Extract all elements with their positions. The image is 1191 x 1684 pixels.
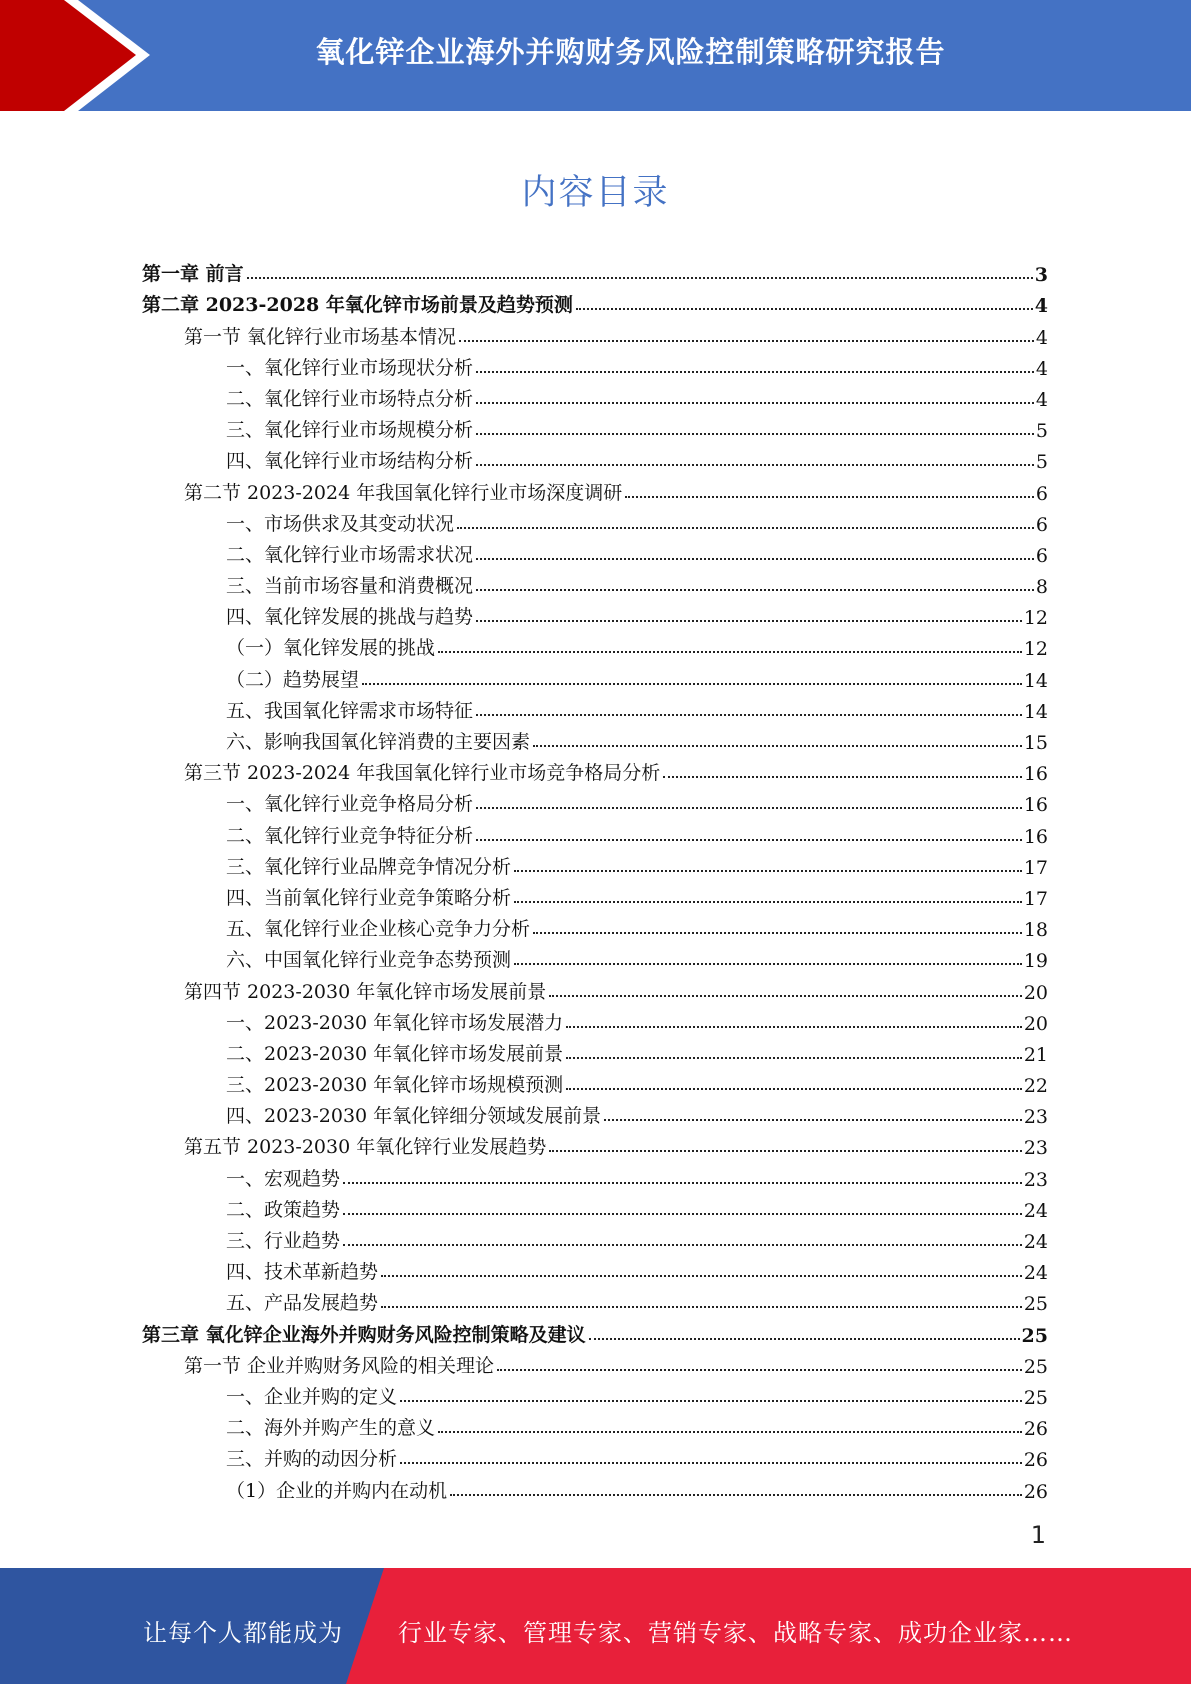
toc-entry[interactable]: [142, 910, 1048, 941]
toc-entry[interactable]: [142, 1284, 1048, 1315]
toc-leader-dots: [476, 714, 1022, 716]
toc-entry-label: （一）氧化锌发展的挑战: [226, 637, 436, 660]
toc-leader-dots: [400, 1462, 1022, 1464]
toc-entry[interactable]: [142, 1035, 1048, 1066]
toc-entry-label: 四、2023-2030 年氧化锌细分领域发展前景: [226, 1105, 602, 1128]
toc-leader-dots: [576, 308, 1033, 310]
toc-entry-label: 一、氧化锌行业市场现状分析: [226, 356, 474, 379]
toc-entry-label: 第一章 前言: [142, 263, 244, 286]
toc-entry[interactable]: [142, 1222, 1048, 1253]
toc-leader-dots: [476, 402, 1034, 404]
toc-leader-dots: [663, 776, 1022, 778]
toc-entry-label: 二、海外并购产生的意义: [226, 1417, 436, 1440]
toc-entry[interactable]: [142, 349, 1048, 380]
toc-leader-dots: [438, 651, 1022, 653]
toc-entry[interactable]: [142, 1253, 1048, 1284]
toc-entry-page: 25: [1021, 1324, 1048, 1347]
toc-entry[interactable]: [142, 1191, 1048, 1222]
toc-entry[interactable]: [142, 286, 1048, 317]
toc-entry[interactable]: [142, 972, 1048, 1003]
toc-entry-label: 一、2023-2030 年氧化锌市场发展潜力: [226, 1011, 564, 1034]
toc-entry[interactable]: [142, 692, 1048, 723]
toc-entry[interactable]: [142, 1347, 1048, 1378]
toc-entry[interactable]: [142, 536, 1048, 567]
toc-entry-page: 25: [1023, 1293, 1048, 1316]
toc-entry-page: 16: [1023, 825, 1048, 848]
toc-entry-page: 6: [1035, 482, 1048, 505]
toc-entry-page: 4: [1034, 295, 1048, 318]
toc-leader-dots: [514, 963, 1022, 965]
toc-entry-label: 一、宏观趋势: [226, 1167, 341, 1190]
toc-leader-dots: [476, 558, 1034, 560]
header-title: 氧化锌企业海外并购财务风险控制策略研究报告: [315, 35, 946, 69]
toc-entry[interactable]: [142, 723, 1048, 754]
toc-entry-page: 6: [1035, 544, 1048, 567]
toc-entry-label: 三、2023-2030 年氧化锌市场规模预测: [226, 1074, 564, 1097]
toc-entry-page: 6: [1035, 513, 1048, 536]
toc-entry[interactable]: [142, 255, 1048, 286]
toc-entry[interactable]: [142, 879, 1048, 910]
toc-leader-dots: [566, 1088, 1022, 1090]
toc-entry-label: 第一节 氧化锌行业市场基本情况: [184, 325, 457, 348]
toc-entry-label: 一、企业并购的定义: [226, 1385, 398, 1408]
toc-entry-label: 第二章 2023-2028 年氧化锌市场前景及趋势预测: [142, 294, 573, 317]
toc-title: 内容目录: [521, 173, 670, 213]
toc-entry-label: 二、2023-2030 年氧化锌市场发展前景: [226, 1042, 564, 1065]
toc-leader-dots: [343, 1244, 1022, 1246]
toc-entry-label: 五、产品发展趋势: [226, 1292, 379, 1315]
toc-entry[interactable]: [142, 1378, 1048, 1409]
toc-leader-dots: [343, 1213, 1022, 1215]
toc-entry-page: 26: [1023, 1418, 1048, 1441]
toc-entry[interactable]: [142, 816, 1048, 847]
toc-entry-label: （二）趋势展望: [226, 668, 360, 691]
toc-leader-dots: [566, 1026, 1022, 1028]
toc-leader-dots: [549, 995, 1022, 997]
toc-entry-label: 二、氧化锌行业市场特点分析: [226, 387, 474, 410]
toc-entry[interactable]: [142, 1409, 1048, 1440]
toc-entry[interactable]: [142, 505, 1048, 536]
page-number: 1: [1030, 1521, 1046, 1549]
toc-entry-label: 一、市场供求及其变动状况: [226, 512, 455, 535]
toc-entry-page: 19: [1023, 950, 1048, 973]
toc-entry-page: 15: [1023, 732, 1048, 754]
toc-entry-label: 三、行业趋势: [226, 1230, 341, 1252]
toc-entry[interactable]: [142, 941, 1048, 972]
toc-leader-dots: [457, 527, 1034, 529]
toc-entry[interactable]: [142, 754, 1048, 785]
toc-leader-dots: [476, 464, 1034, 466]
toc-entry-label: 第三节 2023-2024 年我国氧化锌行业市场竞争格局分析: [184, 762, 661, 785]
table-of-contents: [142, 255, 1048, 1503]
toc-entry[interactable]: [142, 1097, 1048, 1128]
toc-entry-label: 二、政策趋势: [226, 1198, 341, 1221]
toc-entry-label: 五、我国氧化锌需求市场特征: [226, 699, 474, 722]
toc-entry[interactable]: [142, 629, 1048, 660]
toc-entry-page: 3: [1034, 264, 1048, 287]
toc-leader-dots: [343, 1182, 1022, 1184]
toc-entry[interactable]: [142, 380, 1048, 411]
toc-entry[interactable]: [142, 848, 1048, 879]
toc-entry-label: 四、当前氧化锌行业竞争策略分析: [226, 886, 512, 909]
toc-entry-page: 4: [1035, 357, 1048, 380]
toc-entry[interactable]: [142, 660, 1048, 691]
toc-entry-page: 5: [1035, 420, 1048, 443]
toc-entry-page: 23: [1023, 1168, 1048, 1191]
footer-slogan: 让每个人都能成为: [143, 1619, 343, 1647]
toc-entry-page: 14: [1023, 669, 1048, 692]
toc-entry-page: 4: [1035, 326, 1048, 349]
toc-leader-dots: [589, 1338, 1020, 1340]
toc-leader-dots: [514, 901, 1022, 903]
toc-entry-page: 20: [1023, 981, 1048, 1004]
toc-leader-dots: [566, 1057, 1022, 1059]
toc-entry-page: 24: [1023, 1262, 1048, 1285]
toc-entry-page: 17: [1023, 887, 1048, 910]
toc-entry-label: 四、氧化锌行业市场结构分析: [226, 450, 474, 473]
toc-entry-page: 12: [1023, 607, 1048, 630]
toc-entry-label: 三、并购的动因分析: [226, 1448, 398, 1471]
toc-entry-page: 18: [1023, 919, 1048, 942]
toc-entry[interactable]: [142, 442, 1048, 473]
toc-leader-dots: [400, 1400, 1022, 1402]
toc-entry-page: 24: [1023, 1199, 1048, 1222]
toc-entry-label: 二、氧化锌行业竞争特征分析: [226, 824, 474, 847]
toc-entry-label: （1）企业的并购内在动机: [226, 1479, 448, 1502]
toc-entry-page: 26: [1023, 1449, 1048, 1472]
toc-entry-page: 25: [1023, 1355, 1048, 1378]
toc-entry-label: 六、影响我国氧化锌消费的主要因素: [226, 731, 531, 753]
toc-leader-dots: [450, 1494, 1022, 1496]
toc-entry-page: 21: [1023, 1043, 1048, 1066]
toc-entry-page: 25: [1023, 1386, 1048, 1409]
toc-entry[interactable]: [142, 1128, 1048, 1159]
toc-leader-dots: [381, 1306, 1022, 1308]
toc-entry-page: 4: [1035, 388, 1048, 411]
toc-leader-dots: [459, 340, 1034, 342]
toc-entry[interactable]: [142, 1066, 1048, 1097]
toc-leader-dots: [381, 1275, 1022, 1277]
toc-entry[interactable]: [142, 1440, 1048, 1471]
toc-leader-dots: [476, 807, 1022, 809]
header-banner: [0, 0, 1191, 111]
toc-entry[interactable]: [142, 785, 1048, 816]
toc-leader-dots: [625, 496, 1034, 498]
toc-leader-dots: [476, 839, 1022, 841]
toc-entry-label: 第四节 2023-2030 年氧化锌市场发展前景: [184, 980, 547, 1003]
toc-entry-page: 8: [1035, 576, 1048, 599]
toc-entry-page: 17: [1023, 856, 1048, 879]
toc-leader-dots: [497, 1369, 1022, 1371]
toc-entry-page: 24: [1023, 1231, 1048, 1253]
toc-leader-dots: [533, 932, 1022, 934]
toc-entry-page: 5: [1035, 451, 1048, 474]
toc-entry-label: 第五节 2023-2030 年氧化锌行业发展趋势: [184, 1136, 547, 1159]
toc-leader-dots: [549, 1150, 1022, 1152]
toc-entry[interactable]: [142, 473, 1048, 504]
toc-entry-label: 四、技术革新趋势: [226, 1261, 379, 1284]
toc-entry[interactable]: [142, 411, 1048, 442]
toc-entry[interactable]: [142, 1004, 1048, 1035]
toc-entry-page: 12: [1023, 638, 1048, 661]
toc-entry[interactable]: [142, 1315, 1048, 1346]
toc-leader-dots: [438, 1431, 1022, 1433]
toc-leader-dots: [476, 371, 1034, 373]
toc-entry-label: 一、氧化锌行业竞争格局分析: [226, 793, 474, 816]
toc-entry-page: 23: [1023, 1137, 1048, 1160]
toc-entry-label: 二、氧化锌行业市场需求状况: [226, 543, 474, 566]
toc-entry-label: 第二节 2023-2024 年我国氧化锌行业市场深度调研: [184, 481, 623, 504]
toc-entry-page: 14: [1023, 700, 1048, 723]
toc-entry-page: 20: [1023, 1012, 1048, 1035]
toc-entry[interactable]: [142, 1159, 1048, 1190]
toc-entry-page: 26: [1023, 1480, 1048, 1503]
toc-entry-page: 22: [1023, 1075, 1048, 1098]
toc-leader-dots: [533, 745, 1022, 747]
toc-entry-label: 五、氧化锌行业企业核心竞争力分析: [226, 918, 531, 941]
toc-entry-label: 第一节 企业并购财务风险的相关理论: [184, 1354, 495, 1377]
toc-entry[interactable]: [142, 317, 1048, 348]
toc-entry-label: 三、当前市场容量和消费概况: [226, 575, 474, 598]
toc-entry[interactable]: [142, 1471, 1048, 1502]
toc-leader-dots: [247, 277, 1033, 279]
footer-tagline: 行业专家、管理专家、营销专家、战略专家、成功企业家……: [398, 1619, 1073, 1647]
toc-leader-dots: [604, 1119, 1022, 1121]
footer-banner: [0, 1568, 1191, 1684]
toc-leader-dots: [476, 433, 1034, 435]
toc-entry-label: 第三章 氧化锌企业海外并购财务风险控制策略及建议: [142, 1323, 586, 1346]
toc-entry[interactable]: [142, 567, 1048, 598]
toc-leader-dots: [476, 620, 1022, 622]
toc-entry-page: 23: [1023, 1106, 1048, 1129]
toc-entry[interactable]: [142, 598, 1048, 629]
toc-entry-label: 三、氧化锌行业品牌竞争情况分析: [226, 855, 512, 878]
toc-entry-label: 六、中国氧化锌行业竞争态势预测: [226, 949, 512, 972]
toc-leader-dots: [514, 870, 1022, 872]
toc-entry-label: 四、氧化锌发展的挑战与趋势: [226, 606, 474, 629]
toc-leader-dots: [476, 589, 1034, 591]
toc-leader-dots: [362, 683, 1022, 685]
toc-entry-label: 三、氧化锌行业市场规模分析: [226, 419, 474, 442]
toc-entry-page: 16: [1023, 794, 1048, 817]
toc-entry-page: 16: [1023, 763, 1048, 786]
